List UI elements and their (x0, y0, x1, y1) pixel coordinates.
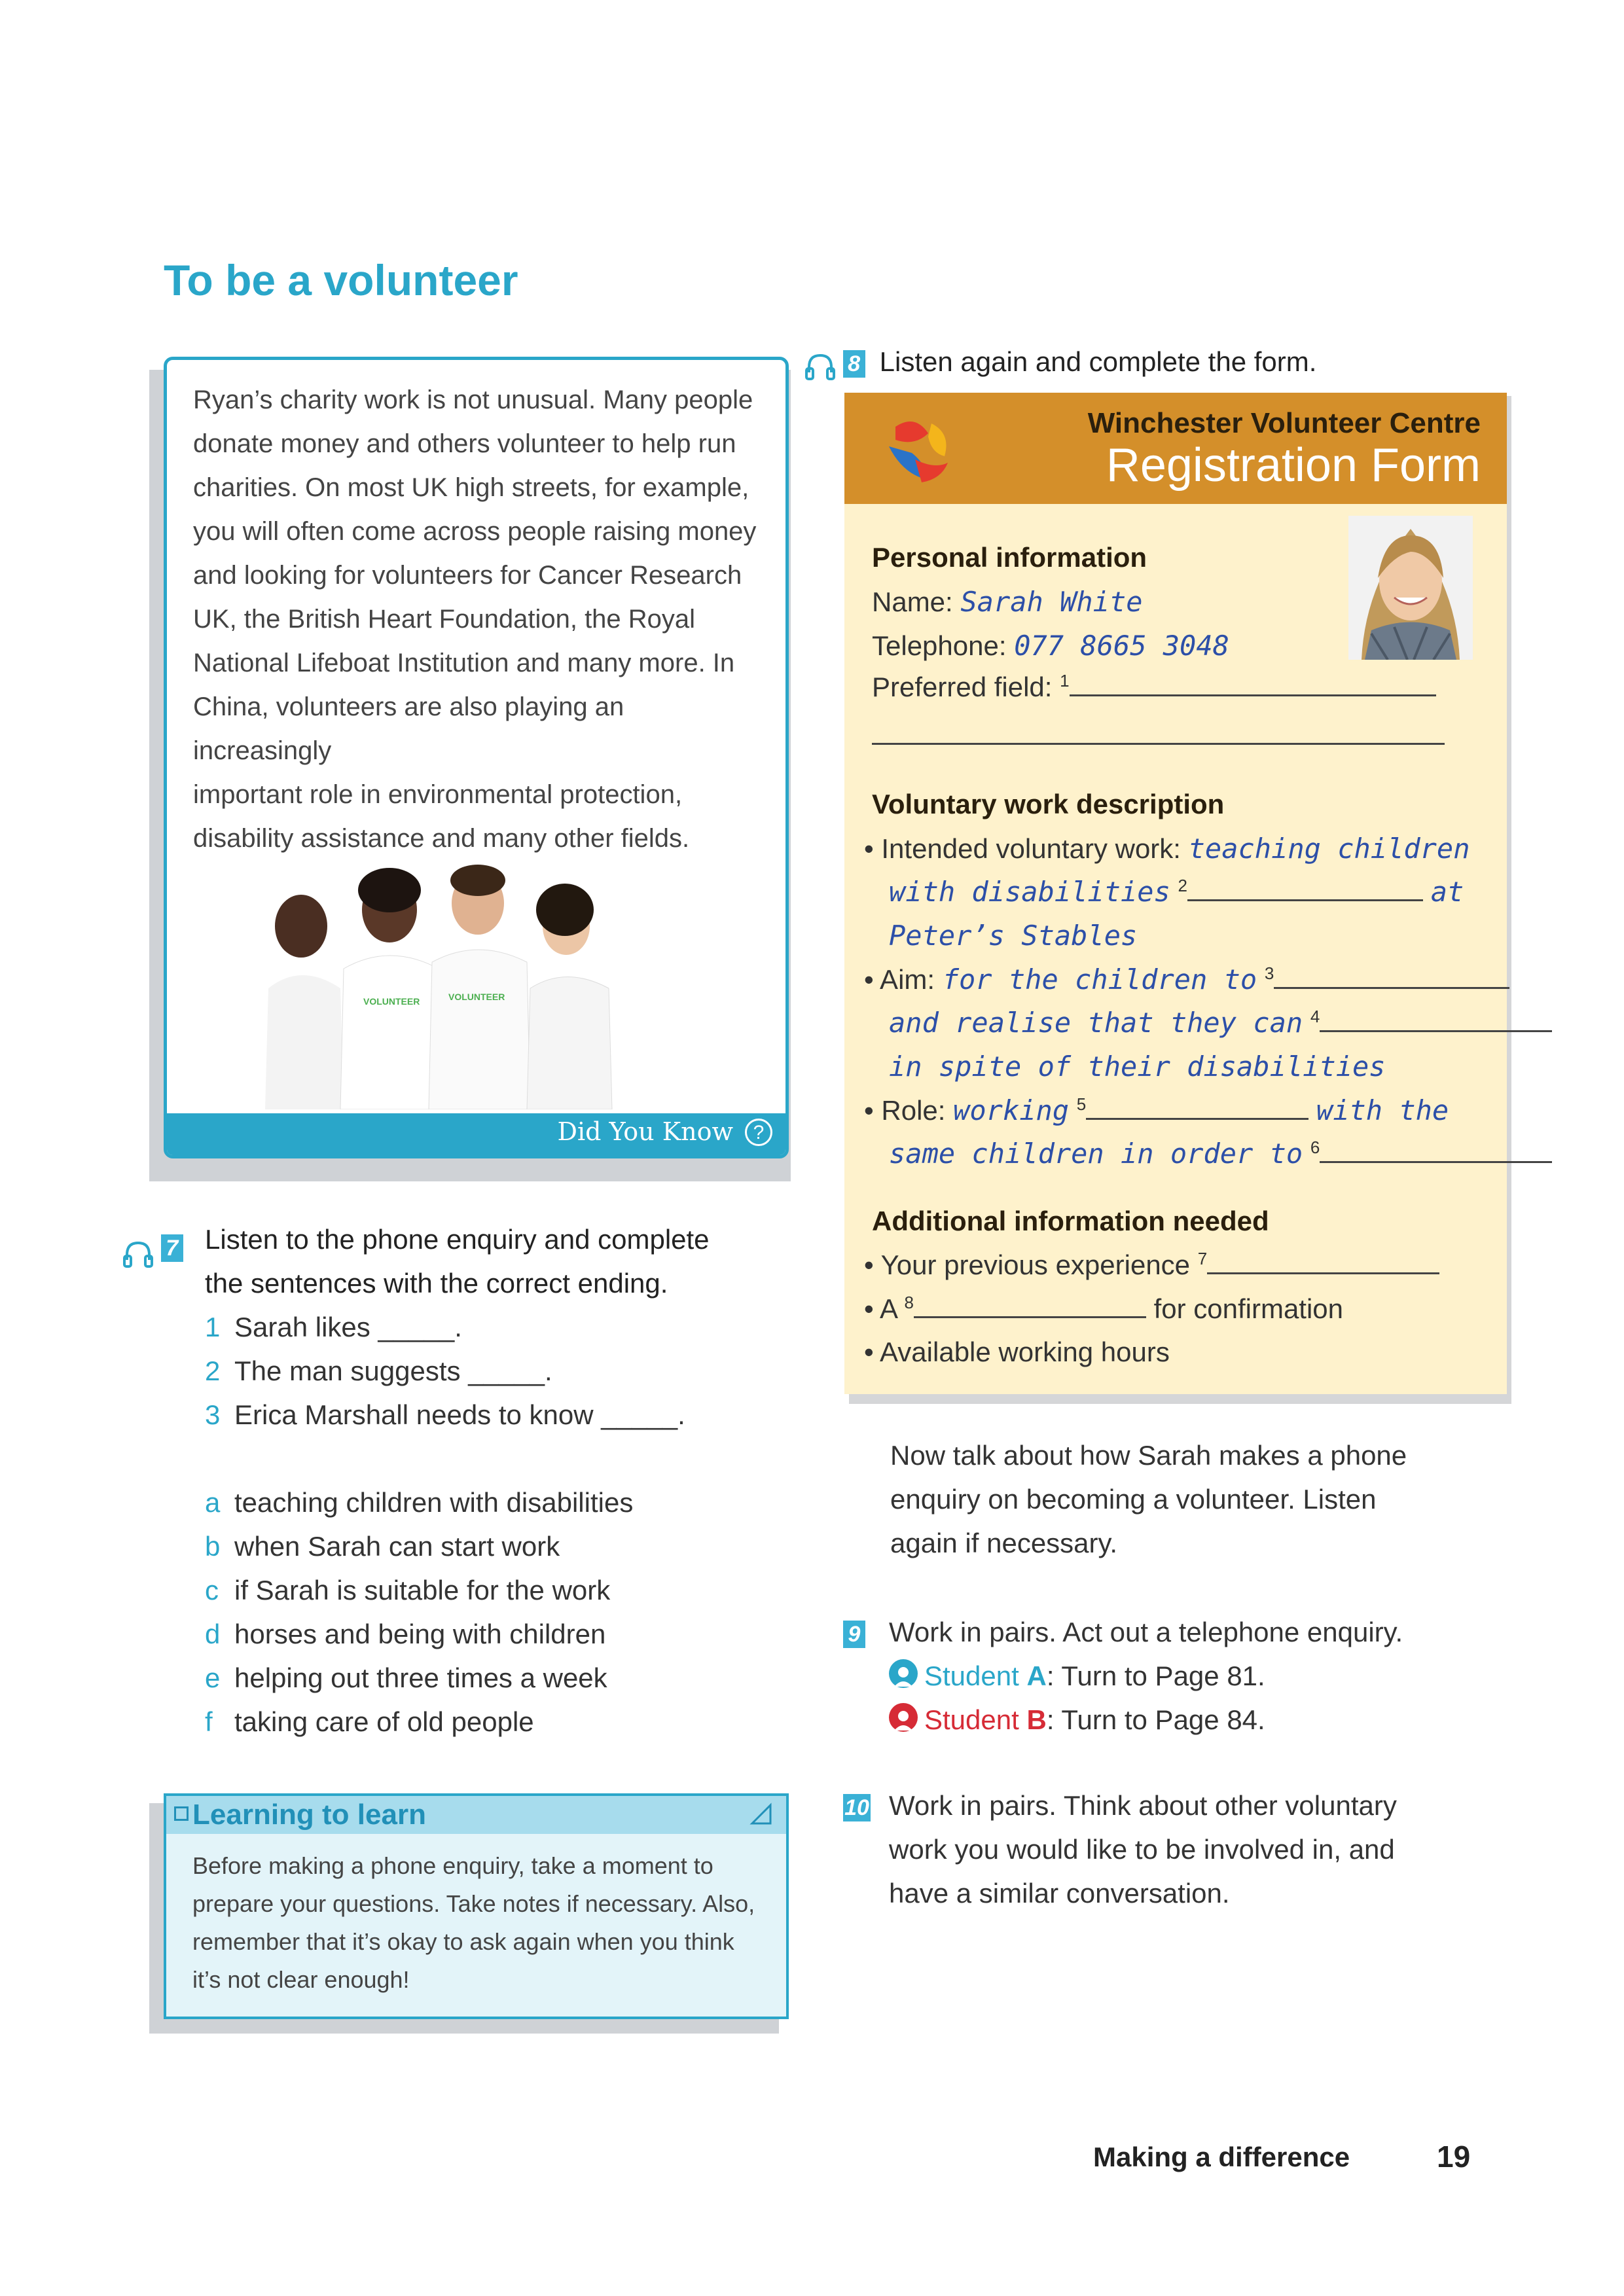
role-label: • Role: (864, 1095, 946, 1126)
name-value: Sarah White (960, 586, 1143, 618)
exercise-10-line: work you would like to be involved in, and (889, 1834, 1395, 1865)
aim-row-3 (889, 1050, 1386, 1083)
confirmation-label: • A (864, 1293, 897, 1324)
sentence-text: Sarah likes (234, 1312, 370, 1342)
role-value: working (953, 1094, 1070, 1126)
personal-info-heading: Personal information (872, 542, 1147, 573)
did-you-know-label: Did You Know (557, 1117, 733, 1146)
form-header (844, 393, 1507, 504)
prompt-line: the sentences with the correct ending. (205, 1268, 668, 1299)
student-a-text: : Turn to Page 81. (1046, 1660, 1265, 1691)
intended-work-row-2 (889, 876, 1464, 908)
hours-row: • Available working hours (864, 1336, 1170, 1367)
ending-item (205, 1612, 765, 1656)
blank-number: 8 (904, 1293, 914, 1312)
aim-value: and realise that they can (889, 1007, 1303, 1039)
exercise-number: 8 (843, 350, 865, 378)
experience-row (864, 1249, 1439, 1281)
talk-line: Now talk about how Sarah makes a phone (890, 1440, 1407, 1471)
exercise-9-prompt: Work in pairs. Act out a telephone enquiry. (889, 1617, 1403, 1647)
form-title: Registration Form (1106, 439, 1481, 492)
aim-label: • Aim: (864, 964, 935, 995)
intended-work-row-3 (889, 920, 1137, 952)
sentence-end: . (544, 1355, 552, 1386)
exercise-10-line: Work in pairs. Think about other voluntary (889, 1790, 1397, 1821)
sarah-photo (1348, 516, 1473, 660)
role-row (864, 1094, 1449, 1126)
did-you-know-line: important role in environmental protection, (193, 780, 683, 809)
footer-title: Making a difference (1093, 2142, 1350, 2172)
blank-line (1320, 1139, 1552, 1163)
blank-line (1207, 1250, 1439, 1274)
student-b-row (889, 1698, 1511, 1742)
did-you-know-line: National Lifeboat Institution and many more. In (193, 649, 735, 677)
blank-number: 2 (1178, 876, 1188, 895)
did-you-know-footer (167, 1113, 785, 1155)
ending-item (205, 1480, 765, 1524)
sentence-blank: _____ (601, 1399, 678, 1430)
tip-line: prepare your questions. Take notes if necessary. Also, (192, 1890, 755, 1917)
did-you-know-line: charities. On most UK high streets, for example, (193, 473, 749, 502)
blank-number: 6 (1310, 1138, 1320, 1157)
ending-text: horses and being with children (234, 1619, 606, 1649)
ending-text: teaching children with disabilities (234, 1487, 634, 1518)
aim-row (864, 963, 1509, 996)
student-a-label: Student (924, 1660, 1019, 1691)
learning-to-learn-box (164, 1793, 789, 2019)
aim-value: for the children to (942, 963, 1257, 996)
sentence-marker: 2 (205, 1355, 221, 1386)
did-you-know-line: UK, the British Heart Foundation, the Royal (193, 605, 696, 634)
blank-number: 4 (1310, 1007, 1320, 1026)
blank-line (1274, 965, 1509, 989)
question-circle-icon: ? (745, 1119, 772, 1146)
shirt-text: VOLUNTEER (363, 996, 420, 1007)
did-you-know-text (193, 378, 769, 861)
section-title: To be a volunteer (164, 256, 518, 304)
headphones-icon (123, 1240, 153, 1268)
student-a-icon (889, 1659, 918, 1688)
sentence-end: . (454, 1312, 462, 1342)
tip-line: remember that it’s okay to ask again when you think (192, 1928, 734, 1955)
blank-line (1320, 1008, 1552, 1032)
ending-item (205, 1568, 765, 1612)
learning-to-learn-header (166, 1796, 786, 1834)
sentence-item (205, 1305, 765, 1349)
preferred-field-row (872, 671, 1436, 703)
place-value: Peter’s Stables (889, 920, 1138, 952)
exercise-8-prompt: Listen again and complete the form. (879, 346, 1317, 377)
intended-work-row (864, 833, 1470, 865)
role-row-2 (889, 1138, 1552, 1170)
blank-number: 5 (1076, 1094, 1087, 1114)
volunteers-photo (252, 864, 619, 1109)
sentence-item (205, 1349, 765, 1393)
ending-text: when Sarah can start work (234, 1531, 560, 1562)
aim-value: in spite of their disabilities (889, 1050, 1386, 1083)
exercise-10-line: have a similar conversation. (889, 1878, 1230, 1909)
sentence-marker: 1 (205, 1312, 221, 1342)
sentence-text: Erica Marshall needs to know (234, 1399, 594, 1430)
ending-item (205, 1656, 765, 1700)
role-value: with the (1316, 1094, 1449, 1126)
exercise-10 (843, 1784, 1511, 1915)
blank-line (1086, 1096, 1308, 1120)
intended-work-value: at (1430, 876, 1464, 908)
blank-number: 1 (1060, 671, 1070, 691)
square-icon (174, 1806, 189, 1821)
aim-row-2 (889, 1007, 1552, 1039)
exercise-9 (843, 1610, 1511, 1742)
blank-line (1187, 877, 1423, 901)
exercise-8 (805, 344, 1316, 380)
did-you-know-line: Ryan’s charity work is not unusual. Many people (193, 386, 753, 414)
exercise-7-prompt (205, 1217, 765, 1305)
corner-triangle-icon (749, 1803, 773, 1826)
name-label: Name: (872, 586, 953, 617)
learning-to-learn-text (192, 1847, 762, 1999)
tip-line: Before making a phone enquiry, take a moment to (192, 1852, 713, 1879)
telephone-label: Telephone: (872, 630, 1007, 661)
ending-marker: e (205, 1662, 221, 1693)
sentence-blank: _____ (468, 1355, 545, 1386)
registration-form (844, 393, 1507, 1394)
student-a-letter: A (1026, 1660, 1047, 1691)
intended-work-value: teaching children (1188, 833, 1470, 865)
exercise-number: 10 (843, 1794, 871, 1821)
student-b-letter: B (1026, 1704, 1047, 1735)
intended-work-label: • Intended voluntary work: (864, 833, 1181, 864)
talk-line: again if necessary. (890, 1528, 1118, 1558)
ending-marker: a (205, 1487, 221, 1518)
student-a-row (889, 1654, 1511, 1698)
ending-item (205, 1524, 765, 1568)
blank-number: 3 (1264, 963, 1274, 983)
telephone-value: 077 8665 3048 (1014, 630, 1229, 662)
did-you-know-line: and looking for volunteers for Cancer Research (193, 561, 742, 590)
sentence-text: The man suggests (234, 1355, 461, 1386)
did-you-know-line: China, volunteers are also playing an increasingly (193, 692, 624, 765)
exercise-number: 7 (161, 1234, 183, 1262)
blank-line (914, 1294, 1146, 1318)
preferred-field-label: Preferred field: (872, 672, 1053, 702)
ending-marker: c (205, 1575, 219, 1605)
did-you-know-line: disability assistance and many other fields. (193, 824, 690, 853)
sentence-item (205, 1393, 765, 1437)
experience-label: • Your previous experience (864, 1249, 1191, 1280)
shirt-text: VOLUNTEER (448, 992, 505, 1002)
ending-text: taking care of old people (234, 1706, 534, 1737)
exercise-number: 9 (843, 1621, 865, 1648)
prompt-line: Listen to the phone enquiry and complete (205, 1224, 710, 1255)
name-row (872, 586, 1143, 618)
telephone-row (872, 630, 1229, 662)
ending-marker: d (205, 1619, 221, 1649)
headphones-icon (805, 353, 835, 380)
student-b-text: : Turn to Page 84. (1046, 1704, 1265, 1735)
exercise-7-marker (123, 1224, 183, 1268)
sentence-end: . (677, 1399, 685, 1430)
student-b-label: Student (924, 1704, 1019, 1735)
ending-text: helping out three times a week (234, 1662, 607, 1693)
confirmation-label: for confirmation (1153, 1293, 1344, 1324)
exercise-7 (123, 1217, 765, 1744)
volunteer-centre-logo (876, 407, 961, 492)
form-org: Winchester Volunteer Centre (1087, 407, 1481, 439)
ending-marker: b (205, 1531, 221, 1562)
ending-item (205, 1700, 765, 1744)
sentence-marker: 3 (205, 1399, 221, 1430)
did-you-know-line: donate money and others volunteer to help run (193, 429, 736, 458)
intended-work-value: with disabilities (889, 876, 1170, 908)
additional-info-heading: Additional information needed (872, 1206, 1269, 1236)
did-you-know-box (164, 357, 789, 1158)
ending-text: if Sarah is suitable for the work (234, 1575, 611, 1605)
student-b-icon (889, 1703, 918, 1732)
ending-marker: f (205, 1706, 213, 1737)
page-number: 19 (1437, 2140, 1471, 2174)
work-description-heading: Voluntary work description (872, 789, 1225, 819)
talk-paragraph (890, 1433, 1479, 1565)
confirmation-row (864, 1293, 1343, 1325)
did-you-know-line: you will often come across people raising money (193, 517, 757, 546)
sentence-blank: _____ (378, 1312, 455, 1342)
blank-number: 7 (1197, 1249, 1208, 1268)
role-value: same children in order to (889, 1138, 1303, 1170)
blank-line (872, 743, 1445, 745)
tip-line: it’s not clear enough! (192, 1966, 410, 1993)
talk-line: enquiry on becoming a volunteer. Listen (890, 1484, 1377, 1515)
learning-to-learn-title: Learning to learn (192, 1799, 426, 1831)
blank-line (1070, 672, 1436, 696)
